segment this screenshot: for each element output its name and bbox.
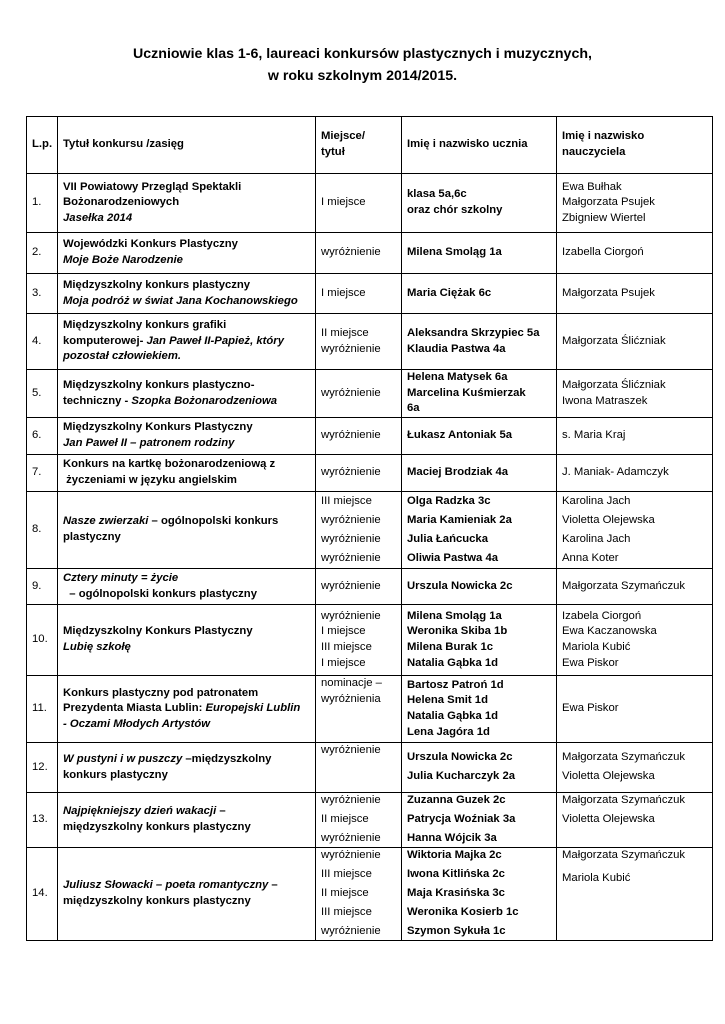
table-row [27, 492, 713, 569]
student-name: Szymon Sykuła 1c [407, 925, 506, 938]
teacher-name: Małgorzata Szymańczuk [562, 794, 686, 806]
contest-title [58, 492, 316, 569]
table-row [27, 605, 713, 676]
place-line: wyróżnienie [321, 794, 381, 806]
student [402, 274, 557, 314]
student-name: Helena Matysek 6a [407, 371, 508, 384]
row-number: 6. [27, 418, 58, 455]
page-title: Uczniowie klas 1-6, laureaci konkursów plastycznych i muzycznych, [133, 46, 592, 62]
contest-title-line [63, 394, 310, 410]
contest-title [58, 455, 316, 492]
contest-title-segment: Międzyszkolny konkurs plastyczny [63, 278, 251, 291]
place [316, 314, 402, 370]
student-name: Milena Smoląg 1a [407, 246, 502, 259]
student [402, 233, 557, 274]
row-number: 7. [27, 455, 58, 492]
place-line: I miejsce [321, 656, 366, 669]
place-line: III miejsce [321, 641, 372, 653]
table-row [27, 174, 713, 233]
teacher [557, 743, 713, 793]
contest-title-line [63, 717, 310, 733]
row-number: 12. [27, 743, 58, 793]
student-name: Natalia Gąbka 1d [407, 656, 499, 669]
teacher-name: Małgorzata Ślićzniak [562, 334, 666, 347]
contest-title-line [63, 237, 310, 253]
student [402, 174, 557, 233]
contest-title [58, 314, 316, 370]
row-number: 2. [27, 233, 58, 274]
contest-title [58, 676, 316, 743]
student-name: Maja Krasińska 3c [407, 887, 505, 900]
header-teacher-line: Imię i nazwisko [562, 130, 645, 143]
teacher-name: Violetta Olejewska [562, 770, 655, 783]
student-name: Maria Ciężak 6c [407, 286, 492, 299]
contest-title-line [63, 436, 310, 452]
contest-title-line [63, 624, 310, 640]
teacher [557, 605, 713, 676]
teacher [557, 569, 713, 605]
place-line: wyróżnienie [321, 513, 381, 526]
place-line: I miejsce [321, 625, 366, 638]
student-name: Łukasz Antoniak 5a [407, 429, 513, 442]
student [402, 455, 557, 492]
student-name: Weronika Skiba 1b [407, 625, 508, 638]
contest-title-segment: konkurs plastyczny [63, 768, 168, 781]
contest-title-segment: międzyszkolny konkurs plastyczny [63, 894, 251, 907]
table-row [27, 793, 713, 848]
contest-title-segment: – [216, 805, 226, 818]
contest-title-segment: Prezydenta Miasta Lublin: [63, 702, 206, 715]
student [402, 314, 557, 370]
contest-title-line [63, 211, 310, 227]
contest-title-segment: Jasełka 2014 [63, 211, 133, 224]
student-name: Milena Burak 1c [407, 641, 494, 653]
teacher-name: Mariola Kubić [562, 641, 631, 653]
place-line: I miejsce [321, 286, 366, 299]
student-name: Aleksandra Skrzypiec 5a [407, 326, 540, 339]
teacher-name: Małgorzata Szymańczuk [562, 579, 686, 592]
student-name: Julia Łańcucka [407, 532, 488, 545]
contest-title-segment: techniczny - [63, 394, 132, 407]
place-line: nominacje – [321, 677, 382, 689]
contest-title-line [63, 278, 310, 294]
place [316, 174, 402, 233]
place [316, 455, 402, 492]
place [316, 848, 402, 941]
row-number: 10. [27, 605, 58, 676]
teacher-name: Ewa Piskor [562, 702, 619, 715]
place-line: wyróżnienie [321, 925, 381, 938]
student [402, 848, 557, 941]
contest-title-segment: pozostał człowiekiem. [63, 350, 182, 363]
contest-title-segment: Bożonarodzeniowych [63, 196, 180, 209]
place [316, 793, 402, 848]
teacher [557, 848, 713, 941]
contest-title-line [63, 820, 310, 836]
contest-title-segment: Wojewódzki Konkurs Plastyczny [63, 238, 238, 251]
contest-title-line [63, 752, 310, 768]
table-row [27, 370, 713, 418]
contest-title-line [63, 334, 310, 350]
student [402, 793, 557, 848]
place-line: III miejsce [321, 868, 372, 881]
teacher-name: J. Maniak- Adamczyk [562, 466, 669, 479]
table-row [27, 676, 713, 743]
contest-title-line [63, 878, 310, 894]
teacher-name: Anna Koter [562, 551, 619, 564]
header-place-line: Miejsce/ [321, 130, 365, 143]
table-row [27, 418, 713, 455]
contest-title-line [63, 514, 310, 530]
header-place [316, 117, 402, 174]
place-line: wyróżnienie [321, 551, 381, 564]
place-line: wyróżnienie [321, 832, 381, 845]
place-line: wyróżnienia [321, 692, 381, 705]
place-line: wyróżnienie [321, 246, 381, 259]
table-row [27, 233, 713, 274]
contest-title-line [63, 294, 310, 310]
page-subtitle: w roku szkolnym 2014/2015. [267, 68, 458, 84]
student-name: Urszula Nowicka 2c [407, 579, 513, 592]
contest-title [58, 370, 316, 418]
contest-title-segment: Nasze zwierzaki [63, 515, 149, 528]
student [402, 676, 557, 743]
contest-title-segment: Cztery minuty = życie [63, 571, 179, 584]
place [316, 233, 402, 274]
contest-title-line [63, 253, 310, 269]
teacher-name: Mariola Kubić [562, 871, 631, 884]
table-row [27, 743, 713, 793]
student-name: Milena Smoląg 1a [407, 609, 502, 622]
place-line: III miejsce [321, 906, 372, 919]
student-name: Weronika Kosierb 1c [407, 906, 519, 919]
contest-title-line [63, 195, 310, 211]
student-name: Iwona Kitlińska 2c [407, 868, 505, 881]
teacher-name: s. Maria Kraj [562, 429, 626, 442]
contest-title-segment: Międzyszkolny Konkurs Plastyczny [63, 625, 253, 638]
header-student: Imię i nazwisko ucznia [402, 117, 557, 174]
row-number: 9. [27, 569, 58, 605]
contest-title-segment: Międzyszkolny Konkurs Plastyczny [63, 421, 253, 434]
place [316, 743, 402, 793]
student-name: Hanna Wójcik 3a [407, 832, 497, 845]
place-line: III miejsce [321, 494, 372, 507]
student-name: Marcelina Kuśmierzak [407, 386, 526, 399]
contest-title-segment: W pustyni i w puszczy [63, 752, 183, 765]
contest-title-line [63, 457, 310, 473]
contest-title-segment: Najpiękniejszy dzień wakacji [63, 805, 217, 818]
row-number: 5. [27, 370, 58, 418]
student-name: klasa 5a,6c [407, 188, 467, 201]
header-teacher [557, 117, 713, 174]
contest-title-segment: Szopka Bożonarodzeniowa [131, 394, 278, 407]
contest-title-line [63, 180, 310, 196]
contest-title-line [63, 768, 310, 784]
contest-title-segment: Jan Paweł II – patronem rodziny [63, 437, 235, 449]
student-name: Maria Kamieniak 2a [407, 513, 512, 526]
laureates-table [26, 116, 713, 941]
row-number: 4. [27, 314, 58, 370]
student-name: Julia Kucharczyk 2a [407, 770, 516, 783]
teacher [557, 274, 713, 314]
contest-title [58, 848, 316, 941]
place-line: wyróżnienie [321, 744, 381, 756]
table-row [27, 314, 713, 370]
contest-title-segment: plastyczny [63, 531, 121, 543]
contest-title-segment: komputerowej- [63, 334, 147, 347]
contest-title-segment: międzyszkolny konkurs plastyczny [63, 821, 251, 833]
contest-title-segment: życzeniami w języku angielskim [63, 474, 237, 486]
contest-title-line [63, 804, 310, 820]
teacher-name: Ewa Kaczanowska [562, 625, 657, 638]
place-line: wyróżnienie [321, 466, 381, 479]
place-line: wyróżnienie [321, 609, 381, 622]
contest-title-line [63, 349, 310, 365]
place-line: wyróżnienie [321, 532, 381, 545]
teacher [557, 492, 713, 569]
place [316, 492, 402, 569]
contest-title [58, 569, 316, 605]
row-number: 13. [27, 793, 58, 848]
contest-title-segment: Konkurs plastyczny pod patronatem [63, 686, 259, 699]
teacher [557, 793, 713, 848]
teacher-name: Małgorzata Ślićzniak [562, 378, 666, 391]
student-name: Oliwia Pastwa 4a [407, 551, 499, 564]
student [402, 418, 557, 455]
contest-title-line [63, 318, 310, 334]
teacher-name: Małgorzata Psujek [562, 196, 655, 209]
teacher-name: Zbigniew Wiertel [562, 211, 646, 224]
student-name: Helena Smit 1d [407, 694, 488, 707]
contest-title [58, 418, 316, 455]
table-row [27, 848, 713, 941]
row-number: 3. [27, 274, 58, 314]
contest-title [58, 743, 316, 793]
contest-title-line [63, 894, 310, 910]
teacher-name: Izabella Ciorgoń [562, 246, 644, 259]
table-header-row [27, 117, 713, 174]
contest-title [58, 174, 316, 233]
teacher-name: Karolina Jach [562, 494, 631, 507]
teacher-name: Ewa Piskor [562, 656, 619, 669]
student-name: 6a [407, 402, 420, 415]
contest-title-line [63, 378, 310, 394]
header-teacher-line: nauczyciela [562, 146, 626, 158]
contest-title-segment: – ogólnopolski konkurs plastyczny [63, 587, 257, 600]
place-line: wyróżnienie [321, 579, 381, 592]
table-row [27, 455, 713, 492]
place [316, 418, 402, 455]
teacher-name: Iwona Matraszek [562, 394, 648, 407]
place-line: wyróżnienie [321, 342, 381, 355]
teacher-name: Violetta Olejewska [562, 813, 655, 826]
contest-title-segment: Lubię szkołę [63, 641, 131, 653]
contest-title-segment: Konkurs na kartkę bożonarodzeniową z [63, 458, 276, 471]
teacher [557, 455, 713, 492]
teacher-name: Karolina Jach [562, 532, 631, 545]
student [402, 569, 557, 605]
teacher-name: Izabela Ciorgoń [562, 609, 642, 622]
contest-title-line [63, 587, 310, 603]
teacher-name: Małgorzata Szymańczuk [562, 751, 686, 764]
teacher-name: Violetta Olejewska [562, 513, 655, 526]
student-name: Zuzanna Guzek 2c [407, 794, 506, 806]
place [316, 370, 402, 418]
contest-title-segment: – ogólnopolski konkurs [148, 515, 279, 528]
teacher [557, 233, 713, 274]
contest-title-line [63, 530, 310, 546]
contest-title [58, 605, 316, 676]
teacher [557, 676, 713, 743]
contest-title-segment: Międzyszkolny konkurs grafiki [63, 319, 227, 332]
student-name: Wiktoria Majka 2c [407, 849, 502, 861]
student-name: Maciej Brodziak 4a [407, 466, 509, 479]
row-number: 14. [27, 848, 58, 941]
contest-title-line [63, 640, 310, 656]
student [402, 492, 557, 569]
place [316, 274, 402, 314]
contest-title-segment: Moja podróż w świat Jana Kochanowskiego [63, 294, 298, 307]
place-line: wyróżnienie [321, 849, 381, 861]
teacher-name: Małgorzata Psujek [562, 286, 655, 299]
contest-title-line [63, 686, 310, 702]
contest-title-segment: Moje Boże Narodzenie [63, 254, 183, 266]
place [316, 676, 402, 743]
place-line: I miejsce [321, 196, 366, 209]
header-lp: L.p. [27, 117, 58, 174]
contest-title-line [63, 571, 310, 587]
student [402, 605, 557, 676]
student-name: Klaudia Pastwa 4a [407, 342, 506, 355]
contest-title-line [63, 701, 310, 717]
place-line: II miejsce [321, 813, 369, 826]
student-name: Patrycja Woźniak 3a [407, 813, 516, 826]
student-name: Olga Radzka 3c [407, 494, 491, 507]
contest-title [58, 274, 316, 314]
student-name: Lena Jagóra 1d [407, 725, 490, 738]
contest-title-line [63, 420, 310, 436]
place-line: II miejsce [321, 326, 369, 339]
teacher [557, 418, 713, 455]
contest-title-segment: Jan Paweł II-Papież, który [146, 334, 284, 347]
contest-title-segment: Europejski Lublin [205, 702, 301, 715]
contest-title [58, 233, 316, 274]
table-row [27, 274, 713, 314]
student [402, 370, 557, 418]
student [402, 743, 557, 793]
teacher-name: Małgorzata Szymańczuk [562, 849, 686, 861]
contest-title-segment: – [268, 879, 278, 892]
row-number: 1. [27, 174, 58, 233]
place-line: wyróżnienie [321, 429, 381, 442]
student-name: Bartosz Patroń 1d [407, 678, 504, 691]
contest-title-segment: Juliusz Słowacki – poeta romantyczny [63, 879, 269, 892]
header-contest: Tytuł konkursu /zasięg [58, 117, 316, 174]
contest-title-segment: –międzyszkolny [182, 752, 272, 765]
teacher-name: Ewa Bułhak [562, 180, 622, 193]
row-number: 11. [27, 676, 58, 743]
contest-title-segment: VII Powiatowy Przegląd Spektakli [63, 180, 242, 193]
table-row [27, 569, 713, 605]
row-number: 8. [27, 492, 58, 569]
contest-title-segment: - Oczami Młodych Artystów [63, 717, 211, 730]
student-name: Urszula Nowicka 2c [407, 751, 513, 764]
contest-title-line [63, 473, 310, 489]
place [316, 605, 402, 676]
student-name: oraz chór szkolny [407, 204, 503, 216]
place-line: II miejsce [321, 887, 369, 900]
place [316, 569, 402, 605]
contest-title [58, 793, 316, 848]
teacher [557, 174, 713, 233]
place-line: wyróżnienie [321, 386, 381, 399]
header-place-line: tytuł [321, 146, 345, 158]
teacher [557, 314, 713, 370]
contest-title-segment: Międzyszkolny konkurs plastyczno- [63, 378, 255, 391]
student-name: Natalia Gąbka 1d [407, 710, 499, 722]
teacher [557, 370, 713, 418]
